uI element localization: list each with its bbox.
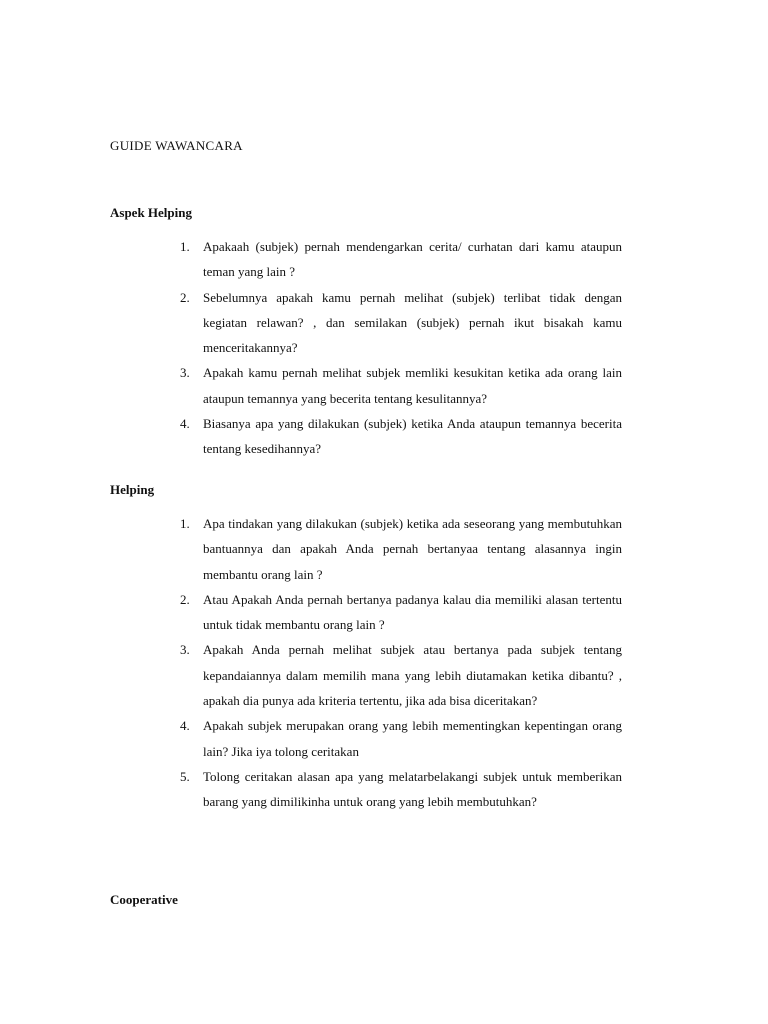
list-item-number: 4.: [180, 416, 190, 432]
list-item: [180, 637, 622, 713]
list-item-text: Apakah subjek merupakan orang yang lebih mementingkan kepentingan orang lain? Jika iya tolong ceritakan: [203, 718, 622, 759]
list-item-number: 2.: [180, 289, 190, 305]
list-item: [180, 411, 622, 462]
document-title: GUIDE WAWANCARA: [110, 138, 243, 153]
list-item: [180, 360, 622, 411]
section-heading-cooperative: Cooperative: [110, 892, 178, 907]
list-item: [180, 587, 622, 638]
list-item-number: 3.: [180, 642, 190, 658]
list-item-number: 4.: [180, 718, 190, 734]
list-item-text: Apakah Anda pernah melihat subjek atau bertanya pada subjek tentang kepandaiannya dalam memilih mana yang lebih diutamakan ketika dibantu? , apakah dia punya ada kriteria tertentu, jika ada bisa diceritakan?: [203, 642, 622, 709]
section-heading-helping: Helping: [110, 482, 155, 497]
list-item-number: 1.: [180, 516, 190, 531]
list-item-text: Tolong ceritakan alasan apa yang melatarbelakangi subjek untuk memberikan barang yang dimilikinha untuk orang yang lebih membutuhkan?: [203, 768, 622, 810]
list-item: [180, 234, 622, 285]
list-item: [180, 285, 622, 361]
section-heading-aspek-helping: Aspek Helping: [110, 205, 192, 220]
question-list-helping: [180, 511, 622, 815]
list-item-text: Biasanya apa yang dilakukan (subjek) ketika Anda ataupun temannya becerita tentang kesedihannya?: [203, 416, 622, 457]
list-item: [180, 713, 622, 764]
list-item-number: 2.: [180, 591, 190, 607]
list-item-number: 5.: [180, 768, 190, 784]
list-item-text: Apakaah (subjek) pernah mendengarkan cerita/ curhatan dari kamu ataupun teman yang lain ?: [203, 239, 622, 280]
list-item-text: Apakah kamu pernah melihat subjek memliki kesukitan ketika ada orang lain ataupun temannya yang becerita tentang kesulitannya?: [203, 365, 622, 406]
list-item-text: Atau Apakah Anda pernah bertanya padanya kalau dia memiliki alasan tertentu untuk tidak membantu orang lain ?: [203, 591, 622, 633]
question-list-aspek-helping: [180, 234, 622, 462]
list-item-number: 1.: [180, 239, 190, 254]
list-item: [180, 764, 622, 815]
list-item-number: 3.: [180, 365, 190, 381]
list-item-text: Sebelumnya apakah kamu pernah melihat (subjek) terlibat tidak dengan kegiatan relawan? , dan semilakan (subjek) pernah ikut bisakah kamu menceritakannya?: [203, 289, 622, 356]
list-item-text: Apa tindakan yang dilakukan (subjek) ketika ada seseorang yang membutuhkan bantuannya dan apakah Anda pernah bertanyaa tentang alasannya ingin membantu orang lain ?: [203, 516, 622, 582]
list-item: [180, 511, 622, 587]
